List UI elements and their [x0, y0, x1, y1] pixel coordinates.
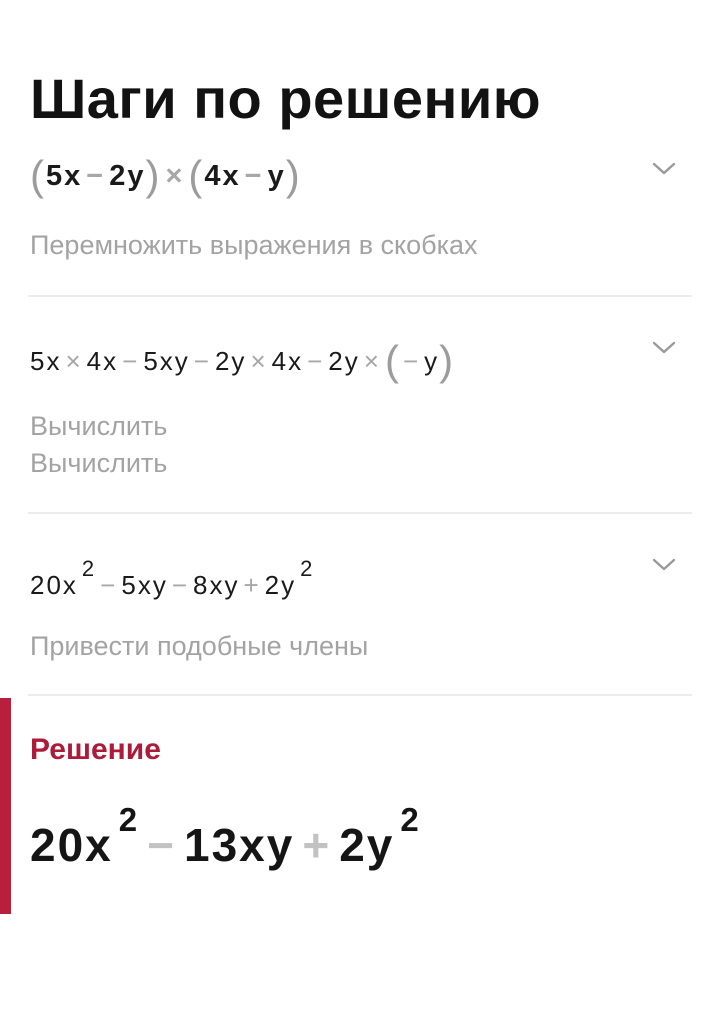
minus-operator: −: [147, 819, 176, 871]
factor: 4x: [204, 160, 241, 192]
exponent: 2: [81, 556, 97, 581]
step-1-description: Перемножить выражения в скобках: [30, 230, 478, 260]
term: 2y: [264, 570, 297, 600]
term: 4x: [271, 346, 304, 376]
term: 2y: [214, 346, 247, 376]
solution-expression: [30, 801, 421, 872]
plus-operator: +: [243, 570, 261, 600]
step-3[interactable]: [0, 514, 720, 694]
divider: [28, 694, 692, 696]
times-operator: ×: [65, 346, 83, 376]
chevron-down-icon[interactable]: [652, 554, 676, 574]
chevron-down-icon[interactable]: [652, 337, 676, 357]
chevron-down-icon[interactable]: [652, 158, 676, 178]
minus-operator: −: [122, 346, 140, 376]
times-operator: ×: [165, 160, 185, 192]
factor: y: [267, 160, 286, 192]
solution-label: Решение: [30, 733, 161, 766]
term: 2y: [339, 819, 395, 871]
page-title: Шаги по решению: [30, 66, 542, 130]
minus-operator: −: [100, 570, 118, 600]
left-paren: (: [188, 152, 205, 199]
exponent: 2: [400, 801, 421, 838]
term: 5xy: [121, 570, 168, 600]
minus-operator: −: [86, 160, 106, 192]
step-1[interactable]: [0, 140, 720, 295]
term: 13xy: [183, 819, 295, 871]
left-paren: (: [30, 152, 46, 199]
term: 5xy: [143, 346, 190, 376]
step-3-expression: [30, 556, 315, 601]
term: y: [424, 346, 440, 376]
term: 5x: [30, 346, 62, 376]
minus-operator: −: [402, 346, 421, 376]
exponent: 2: [118, 801, 140, 838]
step-2[interactable]: [0, 297, 720, 512]
term: 20x: [30, 819, 113, 871]
right-paren: ): [439, 337, 456, 384]
step-3-description: Привести подобные члены: [30, 631, 369, 661]
exponent: 2: [300, 556, 315, 581]
right-paren: ): [145, 152, 162, 199]
right-paren: ): [285, 152, 302, 199]
term: 8xy: [193, 570, 240, 600]
minus-operator: −: [193, 346, 211, 376]
times-operator: ×: [363, 346, 381, 376]
minus-operator: −: [307, 346, 325, 376]
plus-operator: +: [302, 819, 332, 871]
term: 4x: [86, 346, 119, 376]
minus-operator: −: [171, 570, 190, 600]
solution-accent-bar: [0, 698, 11, 914]
minus-operator: −: [244, 160, 264, 192]
times-operator: ×: [250, 346, 268, 376]
factor: 5x: [46, 160, 83, 192]
term: 20x: [30, 570, 78, 600]
term: 2y: [328, 346, 360, 376]
left-paren: (: [384, 337, 401, 384]
step-1-expression: [30, 152, 302, 200]
step-2-description-line-2: Вычислить: [30, 448, 168, 478]
factor: 2y: [109, 160, 146, 192]
step-2-description-line-1: Вычислить: [30, 411, 168, 441]
step-2-expression: [30, 337, 455, 385]
